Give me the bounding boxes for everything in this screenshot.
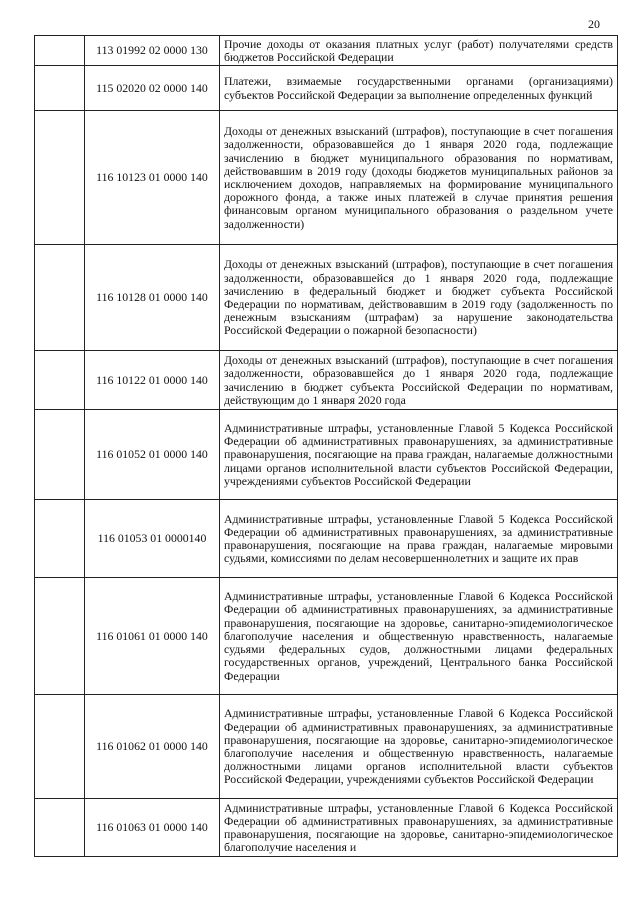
revenue-description-cell: Административные штрафы, установленные Главой 6 Кодекса Российской Федерации об административных правонарушениях, за административные правонарушения, посягающие на здоровье, санитарно-эпидемиологическое благополучие населения и — [220, 799, 618, 857]
row-blank-cell — [35, 799, 85, 857]
revenue-description-cell: Платежи, взимаемые государственными органами (организациями) субъектов Российской Федерации за выполнение определенных функций — [220, 66, 618, 111]
table-row — [35, 500, 618, 578]
budget-code-cell: 115 02020 02 0000 140 — [85, 66, 220, 111]
table-row — [35, 695, 618, 799]
table-row — [35, 245, 618, 351]
revenue-description-cell: Доходы от денежных взысканий (штрафов), поступающие в счет погашения задолженности, образовавшейся до 1 января 2020 года, подлежащие зачислению в бюджет субъекта Российской Федерации по нормативам, действующим до 1 января 2020 года — [220, 351, 618, 410]
budget-code-cell: 116 01063 01 0000 140 — [85, 799, 220, 857]
revenue-description-cell: Административные штрафы, установленные Главой 5 Кодекса Российской Федерации об административных правонарушениях, за административные правонарушения, посягающие на права граждан, налагаемые мировыми судьями, комиссиями по делам несовершеннолетних и защите их прав — [220, 500, 618, 578]
row-blank-cell — [35, 36, 85, 66]
budget-code-cell: 113 01992 02 0000 130 — [85, 36, 220, 66]
row-blank-cell — [35, 500, 85, 578]
budget-code-cell: 116 01061 01 0000 140 — [85, 578, 220, 695]
budget-code-cell: 116 01052 01 0000 140 — [85, 410, 220, 500]
row-blank-cell — [35, 351, 85, 410]
budget-code-cell: 116 01053 01 0000140 — [85, 500, 220, 578]
row-blank-cell — [35, 111, 85, 245]
table-row — [35, 799, 618, 857]
table-row — [35, 351, 618, 410]
row-blank-cell — [35, 245, 85, 351]
revenue-description-cell: Административные штрафы, установленные Главой 5 Кодекса Российской Федерации об административных правонарушениях, за административные правонарушения, посягающие на права граждан, налагаемые должностными лицами органов исполнительной власти субъектов Российской Федерации, учреждениями субъектов Российской Федерации — [220, 410, 618, 500]
revenue-description-cell: Административные штрафы, установленные Главой 6 Кодекса Российской Федерации об административных правонарушениях, за административные правонарушения, посягающие на здоровье, санитарно-эпидемиологическое благополучие населения и общественную нравственность, налагаемые судьями федеральных судов, должностными лицами федеральных государственных органов, учреждений, Центрального банка Российской Федерации — [220, 578, 618, 695]
revenue-description-cell: Прочие доходы от оказания платных услуг (работ) получателями средств бюджетов Российской Федерации — [220, 36, 618, 66]
budget-code-cell: 116 01062 01 0000 140 — [85, 695, 220, 799]
table-row — [35, 111, 618, 245]
revenue-description-cell: Доходы от денежных взысканий (штрафов), поступающие в счет погашения задолженности, образовавшейся до 1 января 2020 года, подлежащие зачислению в федеральный бюджет и бюджет субъекта Российской Федерации по нормативам, действовавшим в 2019 году (задолженность по денежным взысканиям (штрафам) за нарушение законодательства Российской Федерации о пожарной безопасности) — [220, 245, 618, 351]
row-blank-cell — [35, 578, 85, 695]
page-number: 20 — [588, 17, 600, 31]
row-blank-cell — [35, 66, 85, 111]
table-row — [35, 36, 618, 66]
table-row — [35, 66, 618, 111]
row-blank-cell — [35, 410, 85, 500]
revenue-description-cell: Административные штрафы, установленные Главой 6 Кодекса Российской Федерации об административных правонарушениях, за административные правонарушения, посягающие на здоровье, санитарно-эпидемиологическое благополучие населения и общественную нравственность, налагаемые должностными лицами органов исполнительной власти субъектов Российской Федерации, учреждениями субъектов Российской Федерации — [220, 695, 618, 799]
table-row — [35, 410, 618, 500]
budget-code-cell: 116 10122 01 0000 140 — [85, 351, 220, 410]
revenue-description-cell: Доходы от денежных взысканий (штрафов), поступающие в счет погашения задолженности, образовавшейся до 1 января 2020 года, подлежащие зачислению в бюджет муниципального образования по нормативам, действовавшим в 2019 году (доходы бюджетов муниципальных районов за исключением доходов, направляемых на формирование муниципального дорожного фонда, а также иных платежей в случае принятия решения финансовым органом муниципального образования о раздельном учете задолженности) — [220, 111, 618, 245]
budget-code-cell: 116 10123 01 0000 140 — [85, 111, 220, 245]
budget-code-cell: 116 10128 01 0000 140 — [85, 245, 220, 351]
budget-classification-table — [34, 35, 618, 857]
row-blank-cell — [35, 695, 85, 799]
table-row — [35, 578, 618, 695]
